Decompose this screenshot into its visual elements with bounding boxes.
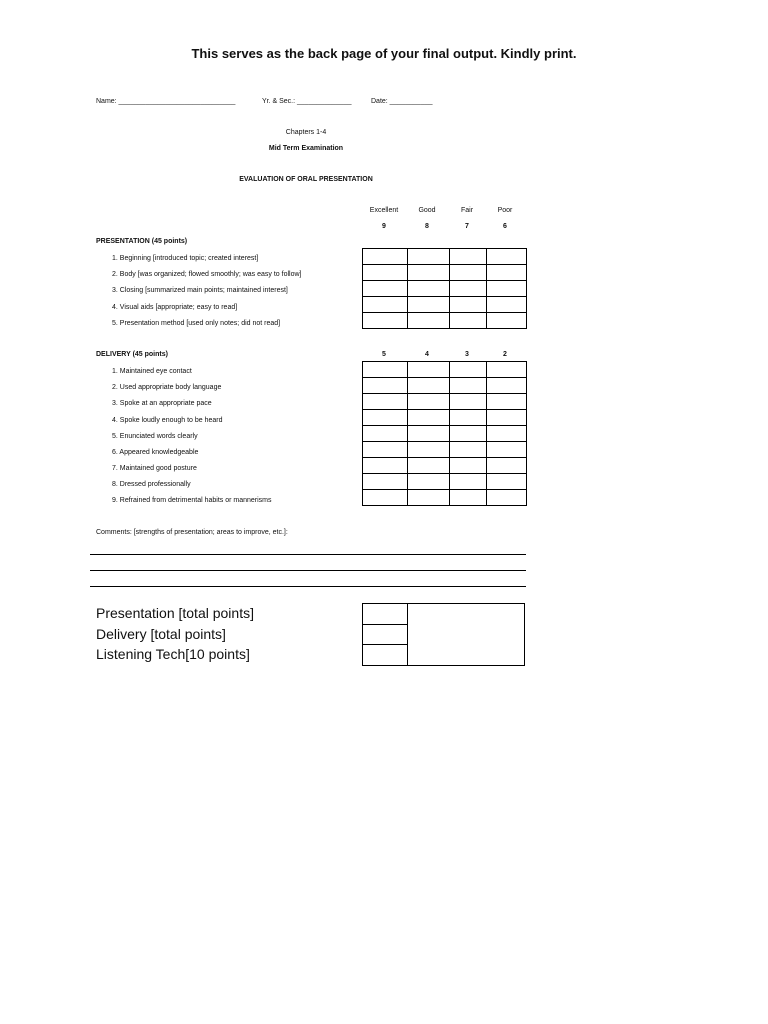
score-cell[interactable] bbox=[487, 426, 527, 442]
header-good: Good bbox=[418, 207, 436, 214]
score-cell[interactable] bbox=[363, 378, 408, 394]
score-cell[interactable] bbox=[450, 265, 487, 281]
header-fair: Fair bbox=[460, 207, 474, 214]
score-6: 6 bbox=[503, 223, 507, 230]
delivery-total-cell[interactable] bbox=[363, 624, 408, 645]
score-cell[interactable] bbox=[450, 474, 487, 490]
score-cell[interactable] bbox=[408, 297, 450, 313]
presentation-item: 5. Presentation method [used only notes; did not read] bbox=[112, 320, 281, 327]
delivery-item: 4. Spoke loudly enough to be heard bbox=[112, 417, 223, 424]
score-cell[interactable] bbox=[363, 394, 408, 410]
score-cell[interactable] bbox=[363, 426, 408, 442]
score-cell[interactable] bbox=[408, 394, 450, 410]
score-cell[interactable] bbox=[408, 442, 450, 458]
header-excellent: Excellent bbox=[369, 207, 399, 214]
presentation-item: 2. Body [was organized; flowed smoothly; was easy to follow] bbox=[112, 271, 302, 278]
presentation-item: 4. Visual aids [appropriate; easy to read] bbox=[112, 304, 238, 311]
score-cell[interactable] bbox=[408, 490, 450, 506]
score-cell[interactable] bbox=[408, 378, 450, 394]
score-cell[interactable] bbox=[487, 490, 527, 506]
score-cell[interactable] bbox=[450, 490, 487, 506]
delivery-item: 9. Refrained from detrimental habits or mannerisms bbox=[112, 497, 272, 504]
score-cell[interactable] bbox=[363, 281, 408, 297]
score-cell[interactable] bbox=[487, 313, 527, 329]
score-cell[interactable] bbox=[487, 474, 527, 490]
score-cell[interactable] bbox=[450, 249, 487, 265]
comment-line[interactable] bbox=[90, 586, 526, 587]
score-cell[interactable] bbox=[408, 362, 450, 378]
score-cell[interactable] bbox=[363, 362, 408, 378]
delivery-score-grid bbox=[362, 361, 527, 506]
score-2: 2 bbox=[503, 351, 507, 358]
evaluation-title: EVALUATION OF ORAL PRESENTATION bbox=[239, 176, 373, 183]
listening-total-label: Listening Tech[10 points] bbox=[96, 646, 250, 662]
score-cell[interactable] bbox=[487, 281, 527, 297]
score-cell[interactable] bbox=[487, 442, 527, 458]
score-cell[interactable] bbox=[408, 265, 450, 281]
delivery-item: 6. Appeared knowledgeable bbox=[112, 449, 199, 456]
header-poor: Poor bbox=[497, 207, 513, 214]
delivery-item: 8. Dressed professionally bbox=[112, 481, 191, 488]
chapters-label: Chapters 1-4 bbox=[285, 129, 327, 136]
name-field[interactable]: Name: ______________________________ bbox=[96, 98, 236, 105]
score-cell[interactable] bbox=[450, 410, 487, 426]
score-cell[interactable] bbox=[408, 281, 450, 297]
score-cell[interactable] bbox=[450, 378, 487, 394]
score-9: 9 bbox=[382, 223, 386, 230]
score-cell[interactable] bbox=[450, 281, 487, 297]
delivery-item: 3. Spoke at an appropriate pace bbox=[112, 400, 212, 407]
date-field[interactable]: Date: ___________ bbox=[371, 98, 433, 105]
score-cell[interactable] bbox=[363, 410, 408, 426]
score-cell[interactable] bbox=[450, 297, 487, 313]
delivery-item: 5. Enunciated words clearly bbox=[112, 433, 198, 440]
score-cell[interactable] bbox=[408, 474, 450, 490]
delivery-item: 7. Maintained good posture bbox=[112, 465, 197, 472]
score-cell[interactable] bbox=[363, 297, 408, 313]
presentation-total-label: Presentation [total points] bbox=[96, 605, 254, 621]
score-cell[interactable] bbox=[450, 442, 487, 458]
score-cell[interactable] bbox=[487, 394, 527, 410]
score-cell[interactable] bbox=[450, 394, 487, 410]
grand-total-cell[interactable] bbox=[408, 604, 525, 666]
score-cell[interactable] bbox=[487, 410, 527, 426]
score-3: 3 bbox=[465, 351, 469, 358]
presentation-score-grid bbox=[362, 248, 527, 329]
score-cell[interactable] bbox=[450, 426, 487, 442]
delivery-item: 1. Maintained eye contact bbox=[112, 368, 192, 375]
score-cell[interactable] bbox=[363, 313, 408, 329]
totals-grid bbox=[362, 603, 525, 666]
score-cell[interactable] bbox=[408, 426, 450, 442]
score-cell[interactable] bbox=[450, 458, 487, 474]
comments-label: Comments: [strengths of presentation; areas to improve, etc.]: bbox=[96, 529, 288, 536]
score-cell[interactable] bbox=[487, 378, 527, 394]
delivery-total-label: Delivery [total points] bbox=[96, 625, 226, 642]
delivery-item: 2. Used appropriate body language bbox=[112, 384, 222, 391]
comment-line[interactable] bbox=[90, 554, 526, 555]
score-cell[interactable] bbox=[487, 362, 527, 378]
score-cell[interactable] bbox=[487, 265, 527, 281]
presentation-item: 3. Closing [summarized main points; maintained interest] bbox=[112, 287, 288, 294]
score-cell[interactable] bbox=[408, 313, 450, 329]
score-cell[interactable] bbox=[363, 490, 408, 506]
listening-total-cell[interactable] bbox=[363, 645, 408, 666]
score-cell[interactable] bbox=[487, 458, 527, 474]
score-cell[interactable] bbox=[363, 474, 408, 490]
score-4: 4 bbox=[425, 351, 429, 358]
score-cell[interactable] bbox=[408, 249, 450, 265]
score-cell[interactable] bbox=[363, 249, 408, 265]
delivery-heading: DELIVERY (45 points) bbox=[96, 351, 168, 358]
presentation-item: 1. Beginning [introduced topic; created interest] bbox=[112, 255, 259, 262]
score-cell[interactable] bbox=[408, 410, 450, 426]
score-cell[interactable] bbox=[363, 442, 408, 458]
totals-labels bbox=[96, 603, 254, 665]
comment-line[interactable] bbox=[90, 570, 526, 571]
presentation-heading: PRESENTATION (45 points) bbox=[96, 238, 188, 245]
yr-sec-field[interactable]: Yr. & Sec.: ______________ bbox=[262, 98, 352, 105]
score-7: 7 bbox=[465, 223, 469, 230]
score-5: 5 bbox=[382, 351, 386, 358]
score-8: 8 bbox=[425, 223, 429, 230]
score-cell[interactable] bbox=[363, 458, 408, 474]
score-cell[interactable] bbox=[450, 362, 487, 378]
exam-title: Mid Term Examination bbox=[268, 145, 344, 152]
score-cell[interactable] bbox=[487, 297, 527, 313]
page-banner: This serves as the back page of your final output. Kindly print. bbox=[191, 46, 577, 61]
score-cell[interactable] bbox=[487, 249, 527, 265]
presentation-total-cell[interactable] bbox=[363, 604, 408, 625]
score-cell[interactable] bbox=[363, 265, 408, 281]
score-cell[interactable] bbox=[408, 458, 450, 474]
score-cell[interactable] bbox=[450, 313, 487, 329]
